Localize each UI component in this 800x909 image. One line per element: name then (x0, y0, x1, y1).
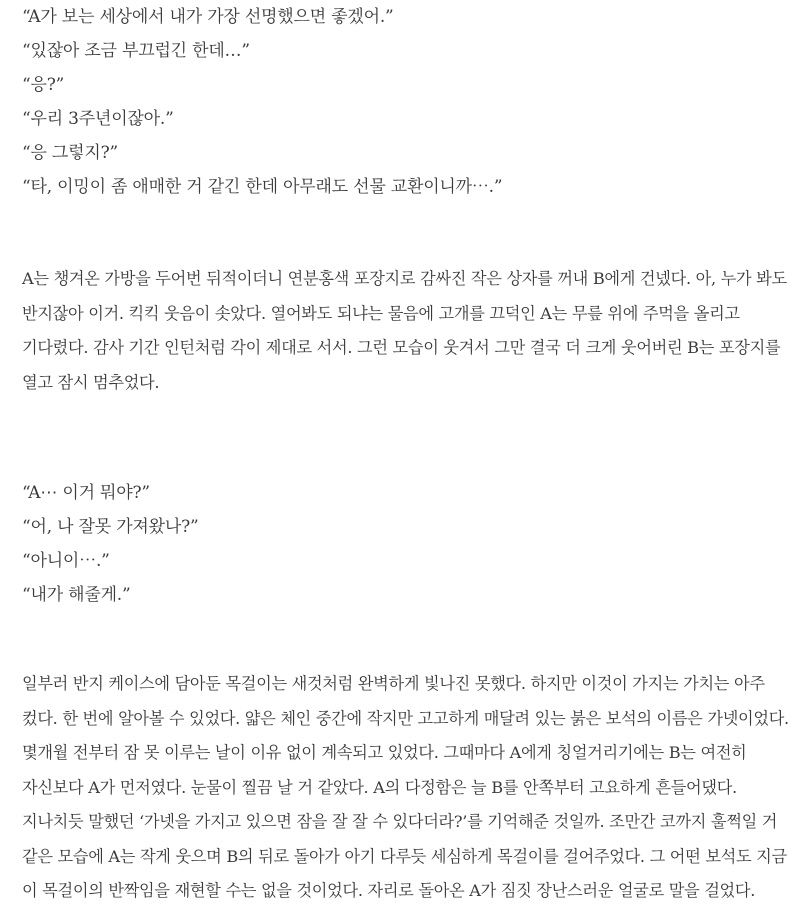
dialogue-line: “내가 해줄게.” (22, 585, 131, 605)
dialogue-line: “응?” (22, 75, 65, 95)
dialogue-line: “있잖아 조금 부끄럽긴 한데…” (22, 41, 250, 61)
dialogue-line: “타, 이밍이 좀 애매한 거 같긴 한데 아무래도 선물 교환이니까⋯.” (22, 177, 503, 197)
dialogue-line: “우리 3주년이잖아.” (22, 109, 174, 129)
dialogue-line: “A⋯ 이거 뭐야?” (22, 483, 150, 503)
dialogue-line: “응 그렇지?” (22, 143, 118, 163)
narration-paragraph-1: A는 챙겨온 가방을 두어번 뒤적이더니 연분홍색 포장지로 감싸진 작은 상자를 꺼내 B에게 건넸다. 아, 누가 봐도 반지잖아 이거. 킥킥 웃음이 솟았다. 열어봐도 되냐는 물음에 고개를 끄덕인 A는 무릎 위에 주먹을 올리고 기다렸다. 감사 기간 인턴처럼 각이 제대로 서서. 그런 모습이 웃겨서 그만 결국 더 크게 웃어버린 B는 포장지를 열고 잠시 멈추었다. (22, 269, 787, 392)
dialogue-line: “A가 보는 세상에서 내가 가장 선명했으면 좋겠어.” (22, 7, 394, 27)
dialogue-block-2 (22, 476, 199, 612)
dialogue-block-1 (22, 0, 502, 204)
dialogue-line: “어, 나 잘못 가져왔나?” (22, 517, 199, 537)
narration-paragraph-2: 일부러 반지 케이스에 담아둔 목걸이는 새것처럼 완벽하게 빛나진 못했다. 하지만 이것이 가지는 가치는 아주 컸다. 한 번에 알아볼 수 있었다. 얇은 체인 중간에 작지만 고고하게 매달려 있는 붉은 보석의 이름은 가넷이었다. 몇개월 전부터 잠 못 이루는 날이 이유 없이 계속되고 있었다. 그때마다 A에게 칭얼거리기에는 B는 여전히 자신보다 A가 먼저였다. 눈물이 찔끔 날 거 같았다. A의 다정함은 늘 B를 안쪽부터 고요하게 흔들어댔다. 지나치듯 말했던 ‘가넷을 가지고 있으면 잠을 잘 잘 수 있다더라?’를 기억해준 것일까. 조만간 코까지 훌쩍일 거 같은 모습에 A는 작게 웃으며 B의 뒤로 돌아가 아기 다루듯 세심하게 목걸이를 걸어주었다. 그 어떤 보석도 지금 이 목걸이의 반짝임을 재현할 수는 없을 것이었다. 자리로 돌아온 A가 짐짓 장난스러운 얼굴로 말을 걸었다. (22, 674, 789, 900)
dialogue-line: “아니이⋯.” (22, 551, 110, 571)
